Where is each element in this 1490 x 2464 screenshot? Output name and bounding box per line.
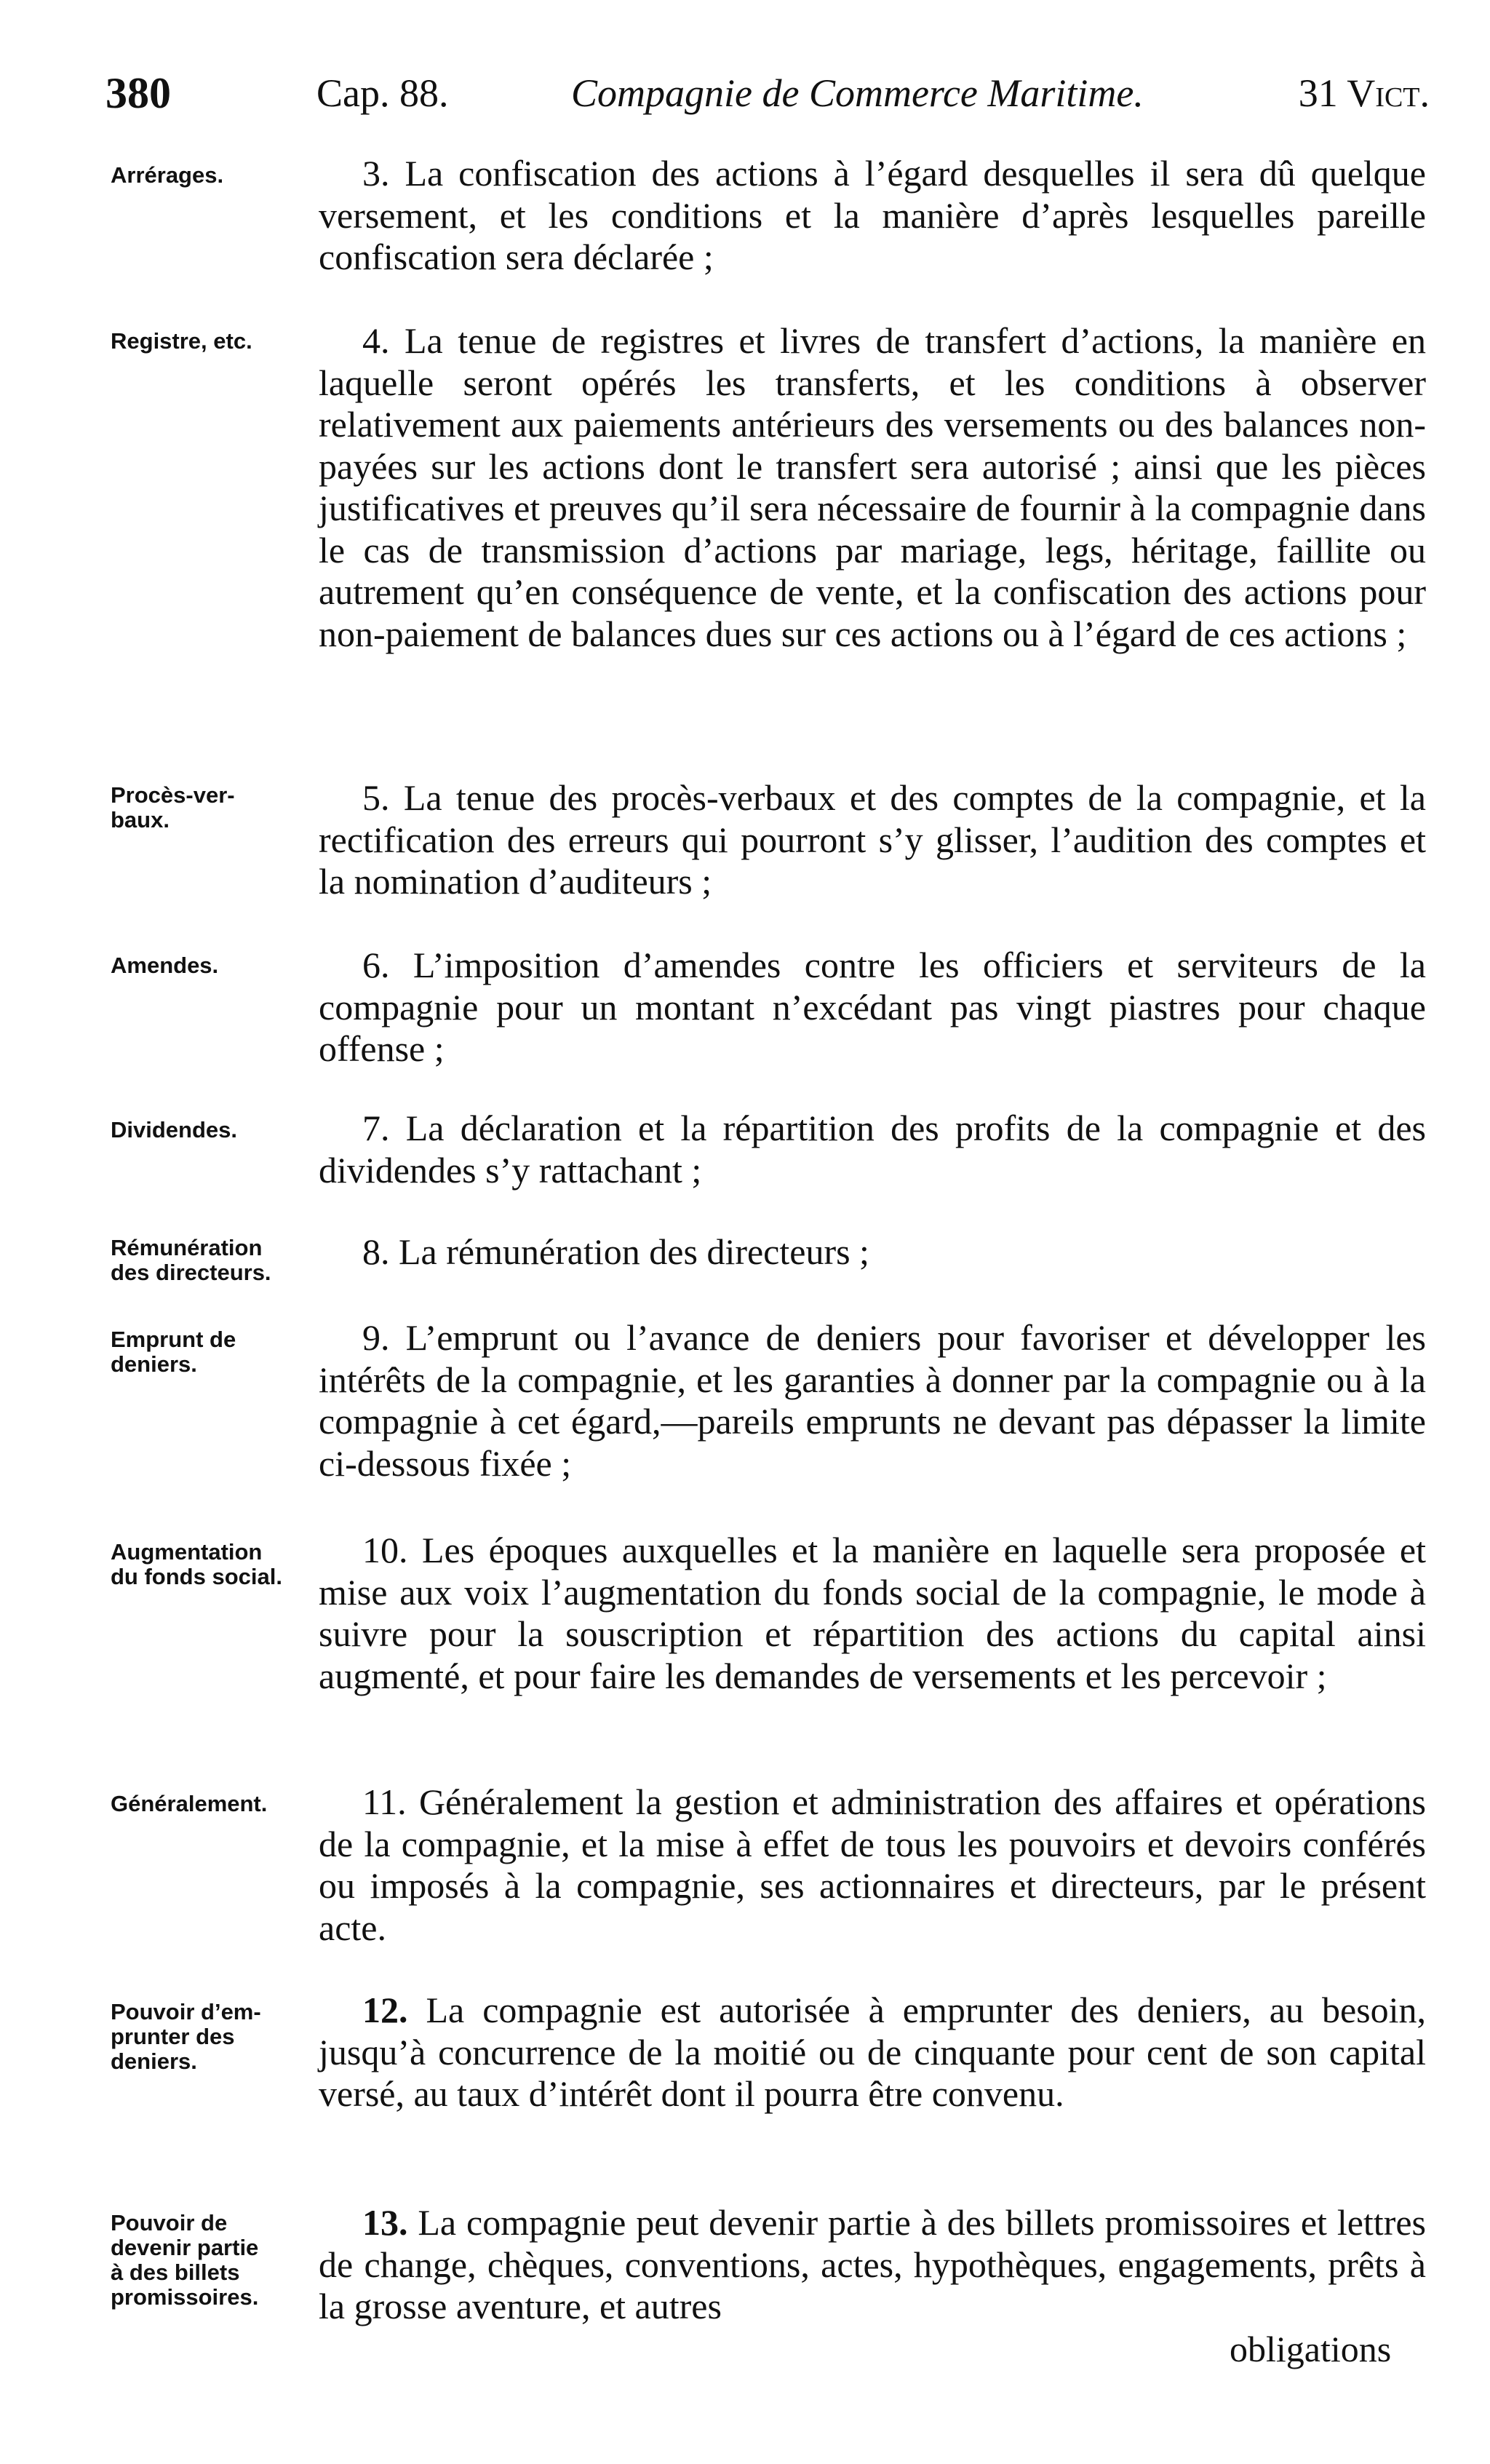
section-body: La tenue de registres et livres de transfert d’actions, la manière en laquelle seront opérés les transferts, et les conditions à observer relativement aux paiements antérieurs des versements ou des balances non-payées sur les actions dont le transfert sera autorisé ; ainsi que les pièces justificatives et preuves qu’il sera nécessaire de fournir à la compagnie dans le cas de transmission d’actions par mariage, legs, héritage, faillite ou autrement qu’en conséquence de vente, et la confiscation des actions pour non-paiement de balances dues sur ces actions ou à l’égard de ces actions ; [319, 320, 1427, 654]
running-title: Compagnie de Commerce Maritime. [571, 71, 1144, 115]
section-number: 4. [362, 320, 390, 361]
section-number: 13. [362, 2202, 408, 2243]
margin-note: Procès-ver- baux. [111, 782, 235, 832]
section-number: 10. [362, 1530, 408, 1570]
section-text [319, 1990, 1426, 2115]
margin-note: Registre, etc. [111, 328, 252, 354]
catchword: obligations [1230, 2329, 1392, 2369]
section-body: La déclaration et la répartition des profits de la compagnie et des dividendes s’y rattachant ; [319, 1108, 1427, 1191]
page-header [105, 64, 1430, 122]
regnal-year: 31 Vict. [1298, 71, 1430, 115]
section-body: La rémunération des directeurs ; [399, 1231, 869, 1272]
section-body: La confiscation des actions à l’égard desquelles il sera dû quelque versement, et les conditions et la manière d’après lesquelles pareille confiscation sera déclarée ; [319, 153, 1426, 277]
section-number: 5. [362, 777, 390, 818]
margin-note: Pouvoir de devenir partie à des billets promissoires. [111, 2210, 259, 2310]
margin-note: Emprunt de deniers. [111, 1327, 236, 1377]
section-number: 3. [362, 153, 390, 194]
section-body: L’imposition d’amendes contre les officiers et serviteurs de la compagnie pour un montant n’excédant pas vingt piastres pour chaque offense ; [319, 945, 1426, 1069]
section-body: La tenue des procès-verbaux et des comptes de la compagnie, et la rectification des erreurs qui pourront s’y glisser, l’audition des comptes et la nomination d’auditeurs ; [319, 777, 1427, 902]
section-text [319, 1781, 1426, 1949]
section-text [319, 1108, 1426, 1191]
section-body: La compagnie peut devenir partie à des billets promissoires et lettres de change, chèques, conventions, actes, hypothèques, engagements, prêts à la grosse aventure, et autres [319, 2202, 1427, 2326]
section-text [319, 1530, 1426, 1697]
page-number: 380 [105, 69, 171, 117]
margin-note: Pouvoir d’em- prunter des deniers. [111, 1999, 261, 2074]
margin-note: Rémunération des directeurs. [111, 1235, 271, 1285]
section-text [319, 153, 1426, 279]
section-number: 9. [362, 1317, 390, 1358]
section-body: L’emprunt ou l’avance de deniers pour favoriser et développer les intérêts de la compagnie, et les garanties à donner par la compagnie ou à la compagnie à cet égard,—pareils emprunts ne devant pas dépasser la limite ci-dessous fixée ; [319, 1317, 1427, 1484]
chapter-label: Cap. 88. [316, 71, 449, 115]
section-text [319, 945, 1426, 1070]
section-body: Les époques auxquelles et la manière en laquelle sera proposée et mise aux voix l’augmentation du fonds social de la compagnie, le mode à suivre pour la souscription et répartition des actions du capital ainsi augmenté, et pour faire les demandes de versements et les percevoir ; [319, 1530, 1427, 1696]
margin-note: Généralement. [111, 1791, 268, 1816]
section-text [319, 2202, 1426, 2328]
margin-note: Amendes. [111, 953, 219, 978]
section-text [319, 1317, 1426, 1485]
margin-note: Arrérages. [111, 162, 224, 188]
section-text [319, 320, 1426, 655]
section-number: 6. [362, 945, 390, 985]
margin-note: Augmentation du fonds social. [111, 1539, 282, 1589]
section-number: 7. [362, 1108, 390, 1148]
section-body: La compagnie est autorisée à emprunter des deniers, au besoin, jusqu’à concurrence de la moitié ou de cinquante pour cent de son capital versé, au taux d’intérêt dont il pourra être convenu. [319, 1990, 1426, 2114]
section-number: 12. [362, 1990, 408, 2030]
section-body: Généralement la gestion et administration des affaires et opérations de la compagnie, et la mise à effet de tous les pouvoirs et devoirs conférés ou imposés à la compagnie, ses actionnaires et directeurs, par le présent acte. [319, 1781, 1426, 1948]
section-text [319, 1231, 1426, 1273]
section-number: 8. [362, 1231, 390, 1272]
section-number: 11. [362, 1781, 407, 1822]
margin-note: Dividendes. [111, 1117, 237, 1142]
section-text [319, 777, 1426, 903]
